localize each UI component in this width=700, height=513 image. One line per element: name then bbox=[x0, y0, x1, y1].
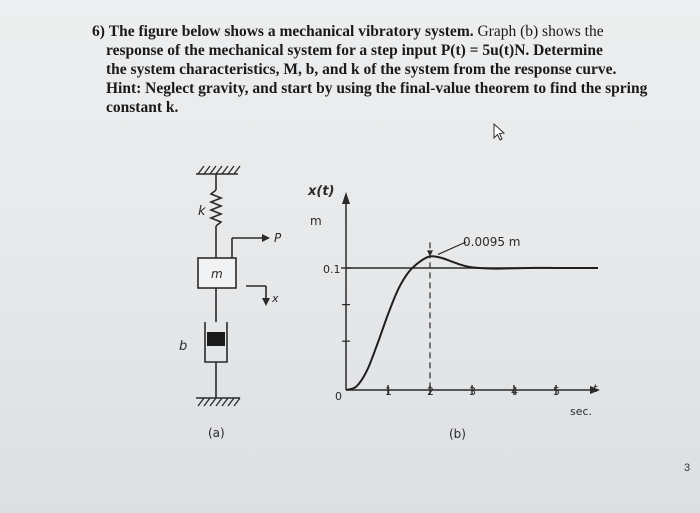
x-tick-label: 4 bbox=[511, 385, 518, 398]
x-tick-label: 5 bbox=[553, 385, 560, 398]
y-tick-label: 0.1 bbox=[323, 263, 341, 276]
mass-label: m bbox=[211, 267, 223, 281]
problem-line-1-rest: Graph (b) shows the bbox=[477, 23, 604, 40]
figure-b-caption: (b) bbox=[449, 427, 466, 441]
chart-lines bbox=[346, 242, 598, 390]
spring-icon bbox=[211, 174, 221, 258]
y-axis-arrowhead bbox=[342, 192, 350, 204]
force-arrow-icon bbox=[232, 234, 270, 258]
problem-line-4: Hint: Neglect gravity, and start by using the final-value theorem to find the spring bbox=[106, 80, 648, 97]
overshoot-leader-line bbox=[438, 242, 466, 254]
x-tick-label: 2 bbox=[427, 385, 434, 398]
ceiling-hatch bbox=[196, 166, 240, 174]
y-unit-label: m bbox=[310, 214, 322, 228]
x-axis-end-label: t bbox=[593, 382, 598, 395]
problem-line-3: the system characteristics, M, b, and k of the system from the response curve. bbox=[106, 61, 617, 78]
problem-lead-sentence: The figure below shows a mechanical vibratory system. bbox=[108, 23, 474, 40]
mouse-cursor-icon bbox=[494, 124, 504, 140]
spring-label: k bbox=[198, 204, 206, 219]
figure-a-caption: (a) bbox=[208, 426, 225, 440]
problem-line-5: constant k. bbox=[106, 99, 179, 116]
chart-axes bbox=[342, 192, 600, 394]
x-tick-label: 1 bbox=[385, 385, 392, 398]
origin-label: 0 bbox=[335, 390, 342, 403]
damper-icon bbox=[205, 322, 227, 398]
response-curve bbox=[346, 256, 598, 390]
x-unit-label: sec. bbox=[570, 405, 593, 418]
overshoot-label: 0.0095 m bbox=[463, 235, 521, 249]
problem-line-2: response of the mechanical system for a step input P(t) = 5u(t)N. Determine bbox=[106, 42, 603, 59]
figure-b-response-chart bbox=[307, 184, 600, 441]
y-axis-title: x(t) bbox=[308, 184, 335, 199]
force-label: P bbox=[274, 231, 282, 245]
problem-number: 6) bbox=[92, 23, 105, 40]
displacement-label: x bbox=[272, 292, 279, 305]
x-tick-label: 3 bbox=[469, 385, 476, 398]
chart-ticks bbox=[341, 268, 560, 398]
damper-label: b bbox=[179, 339, 188, 354]
page-number: 3 bbox=[684, 462, 691, 474]
displacement-arrow-icon bbox=[246, 286, 270, 306]
figure-a-mechanical-system bbox=[196, 166, 270, 406]
floor-hatch bbox=[196, 398, 240, 406]
